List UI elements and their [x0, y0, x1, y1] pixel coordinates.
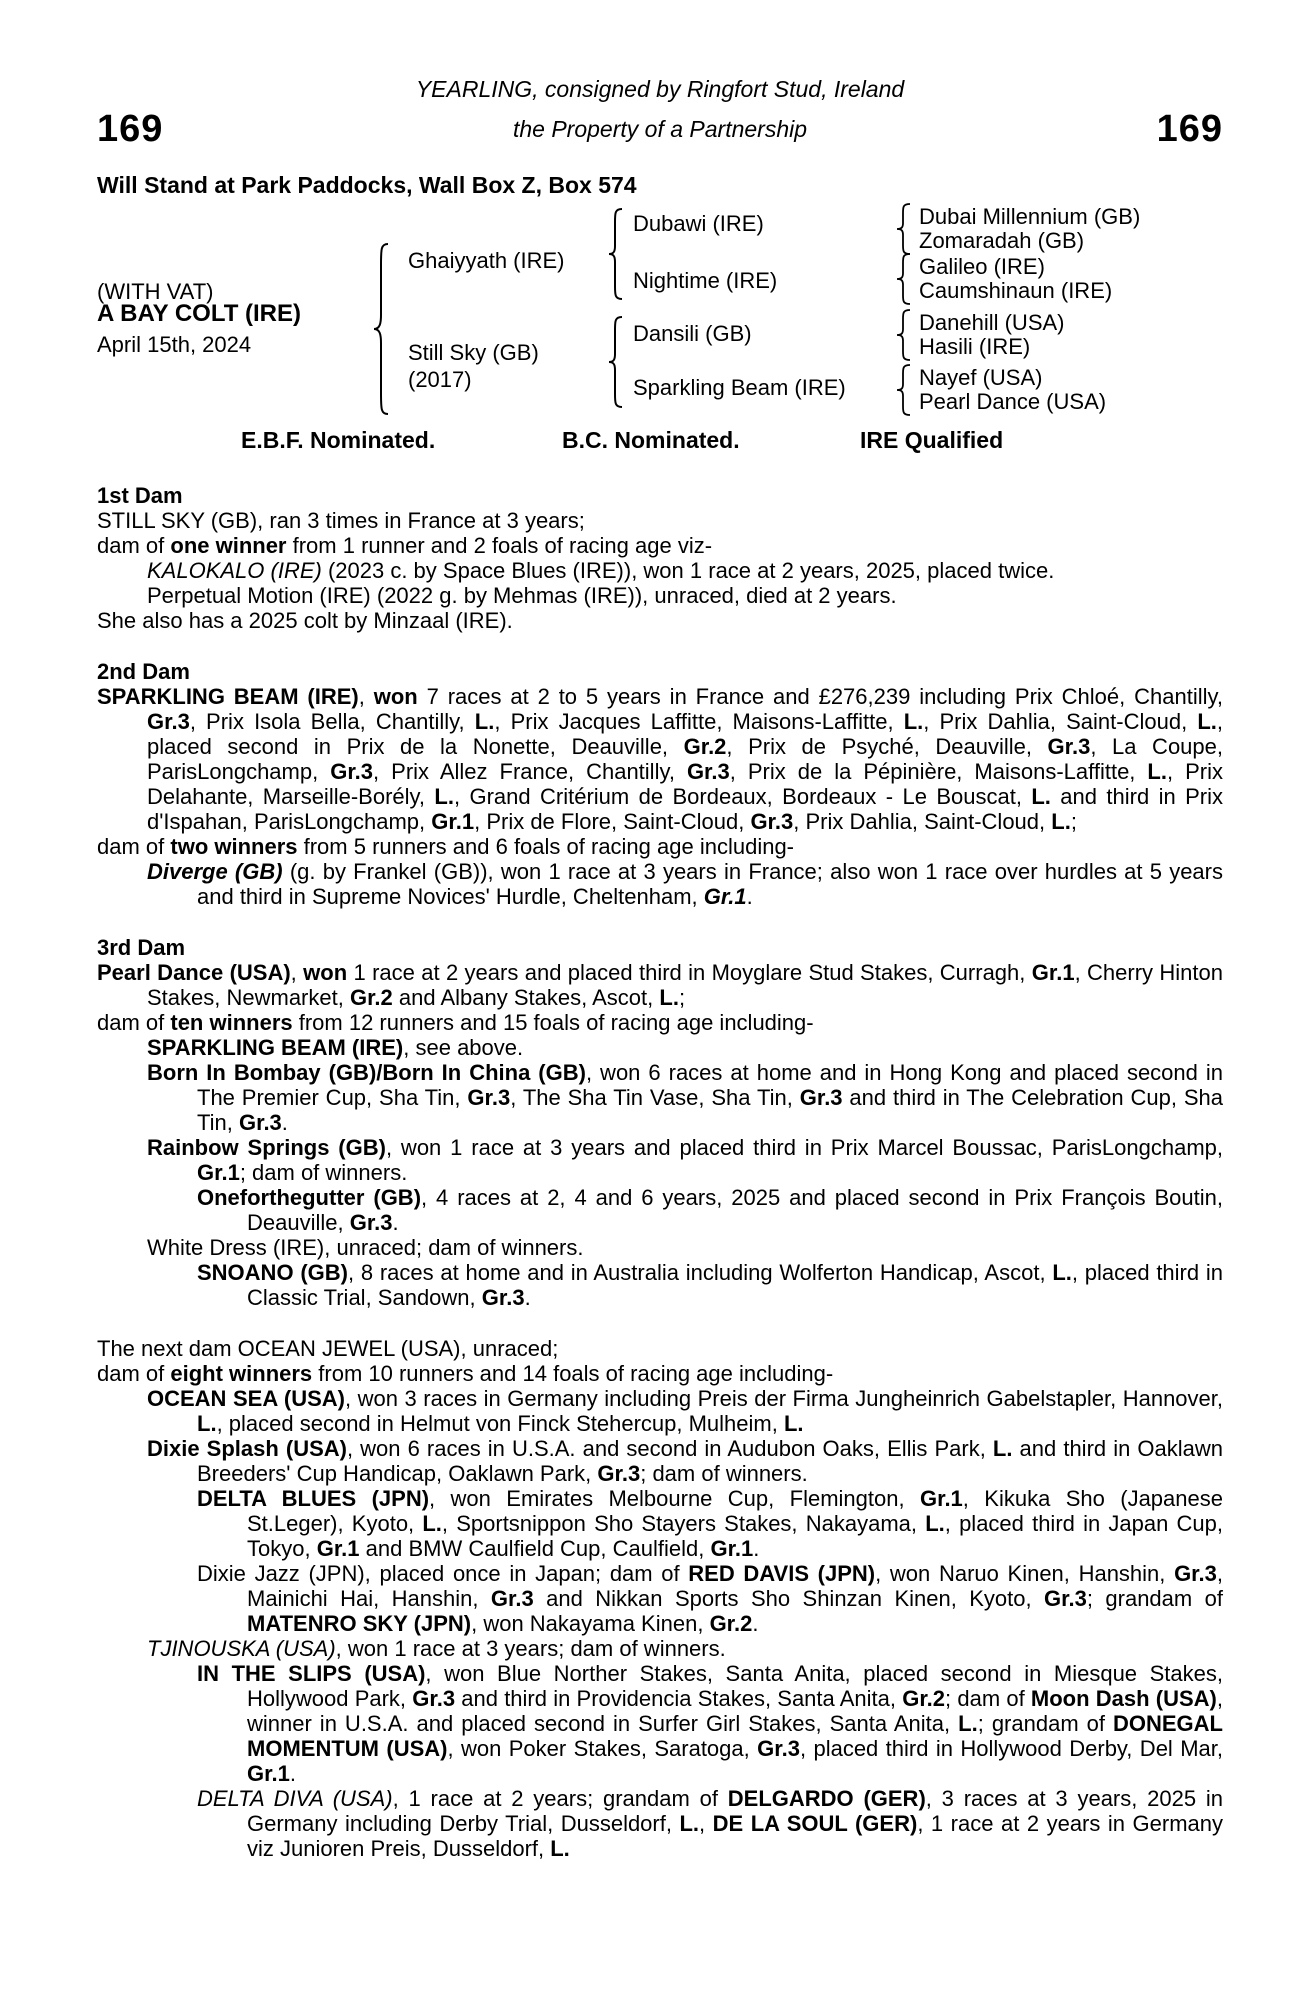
text-segment: L. — [422, 1511, 442, 1536]
pedigree-paragraph — [97, 859, 1223, 909]
text-segment: , placed second in Helmut von Finck Stehercup, Mulheim, — [216, 1411, 784, 1436]
text-segment: , Mainichi Hai, Hanshin, — [247, 1561, 1223, 1611]
pedigree-brace-gen1 — [373, 243, 391, 415]
text-segment: Dixie Jazz (JPN), placed once in Japan; dam of — [197, 1561, 689, 1586]
pedigree-paragraph — [97, 1561, 1223, 1636]
text-segment: ; grandam of — [1086, 1586, 1223, 1611]
text-segment: ; dam of winners. — [640, 1461, 808, 1486]
text-segment: Dixie Splash (USA) — [147, 1436, 347, 1461]
text-segment: Gr.3 — [349, 1210, 393, 1235]
text-segment: (g. by Frankel (GB)), won 1 race at 3 years in France; also won 1 race over hurdles at 5 years and third in Supreme Novices' Hurdle, Cheltenham, — [197, 859, 1223, 909]
pedigree-paragraph — [97, 1336, 1223, 1361]
text-segment: , won Poker Stakes, Saratoga, — [447, 1736, 758, 1761]
text-segment: Gr.3 — [757, 1736, 800, 1761]
dam-heading: 2nd Dam — [97, 659, 190, 684]
pedigree-gen3-name: Caumshinaun (IRE) — [919, 278, 1113, 303]
pedigree-paragraph — [97, 558, 1223, 583]
text-segment: Gr.3 — [481, 1285, 525, 1310]
text-segment: Gr.3 — [1047, 734, 1091, 759]
property-line: the Property of a Partnership — [512, 116, 808, 142]
pedigree-paragraph — [97, 1235, 1223, 1260]
text-segment: , won 1 race at 3 years; dam of winners. — [335, 1636, 726, 1661]
text-segment: , placed third in Classic Trial, Sandown, — [247, 1260, 1223, 1310]
pedigree-brace-gen2 — [608, 316, 624, 408]
pedigree-gen3-name: Danehill (USA) — [919, 310, 1065, 335]
pedigree-brace-gen3 — [896, 309, 912, 361]
text-segment: ; grandam of — [977, 1711, 1113, 1736]
text-segment: , Prix Jacques Laffitte, Maisons-Laffitte, — [494, 709, 904, 734]
text-segment: Perpetual Motion (IRE) (2022 g. by Mehmas (IRE)), unraced, died at 2 years. — [147, 583, 897, 608]
vat-note: (WITH VAT) — [97, 279, 214, 304]
text-segment: , Prix de Flore, Saint-Cloud, — [474, 809, 751, 834]
pedigree-paragraph — [97, 1661, 1223, 1786]
text-segment: L. — [1031, 784, 1051, 809]
text-segment: L. — [1197, 709, 1217, 734]
pedigree-brace-gen3 — [896, 253, 912, 305]
text-segment: and third in The Celebration Cup, Sha Tin, — [197, 1085, 1223, 1135]
text-segment: 1 race at 2 years and placed third in Moyglare Stud Stakes, Curragh, — [347, 960, 1032, 985]
text-segment: Gr.3 — [686, 759, 730, 784]
pedigree-gen3-name: Nayef (USA) — [919, 365, 1043, 390]
text-segment: Gr.3 — [1044, 1586, 1087, 1611]
text-segment: Gr.3 — [597, 1461, 641, 1486]
text-segment: , won 3 races in Germany including Preis der Firma Jungheinrich Gabelstapler, Hannover, — [345, 1386, 1223, 1411]
text-segment: Gr.3 — [750, 809, 794, 834]
text-segment: SNOANO (GB) — [197, 1260, 348, 1285]
text-segment: , won Naruo Kinen, Hanshin, — [875, 1561, 1175, 1586]
pedigree-paragraph — [97, 1060, 1223, 1135]
text-segment: Gr.3 — [330, 759, 374, 784]
pedigree-gen3-name: Zomaradah (GB) — [919, 228, 1085, 253]
text-segment: KALOKALO (IRE) — [147, 558, 322, 583]
pedigree-paragraph — [97, 1135, 1223, 1185]
text-segment: Born In Bombay (GB)/Born In China (GB) — [147, 1060, 586, 1085]
text-segment: , — [358, 684, 374, 709]
text-segment: L. — [925, 1511, 945, 1536]
pedigree-gen3-name: Dubai Millennium (GB) — [919, 204, 1141, 229]
text-segment: Gr.1 — [197, 1160, 240, 1185]
text-segment: Gr.1 — [919, 1486, 963, 1511]
text-segment: from 1 runner and 2 foals of racing age viz- — [286, 533, 713, 558]
text-segment: , Prix de la Pépinière, Maisons-Laffitte, — [729, 759, 1148, 784]
text-segment: White Dress (IRE), unraced; dam of winners. — [147, 1235, 584, 1260]
text-segment: ; — [1070, 809, 1077, 834]
text-segment: , The Sha Tin Vase, Sha Tin, — [510, 1085, 800, 1110]
text-segment: one winner — [170, 533, 287, 558]
dam-heading: 1st Dam — [97, 483, 183, 508]
text-segment: Gr.3 — [412, 1686, 456, 1711]
text-segment: ; — [678, 985, 686, 1010]
text-segment: DELTA BLUES (JPN) — [197, 1486, 430, 1511]
text-segment: Gr.3 — [490, 1586, 534, 1611]
text-segment: ; dam of winners. — [239, 1160, 408, 1185]
text-segment: , see above. — [403, 1035, 524, 1060]
text-segment: won — [373, 684, 418, 709]
text-segment: Gr.1 — [710, 1536, 754, 1561]
text-segment: Gr.3 — [467, 1085, 511, 1110]
text-segment: OCEAN SEA (USA) — [147, 1386, 346, 1411]
text-segment: , Prix Dahlia, Saint-Cloud, — [793, 809, 1052, 834]
text-segment: , Prix Delahante, Marseille-Borély, — [147, 759, 1223, 809]
text-segment: from 5 runners and 6 foals of racing age including- — [297, 834, 795, 859]
text-segment: , Prix de Psyché, Deauville, — [726, 734, 1048, 759]
text-segment: , Prix Dahlia, Saint-Cloud, — [923, 709, 1198, 734]
text-segment: , Cherry Hinton Stakes, Newmarket, — [147, 960, 1223, 1010]
text-segment: Gr.3 — [147, 709, 190, 734]
text-segment: L. — [992, 1436, 1013, 1461]
dam-heading: 3rd Dam — [97, 935, 186, 960]
text-segment: from 12 runners and 15 foals of racing age including- — [292, 1010, 814, 1035]
text-segment: (2023 c. by Space Blues (IRE)), won 1 race at 2 years, 2025, placed twice. — [321, 558, 1055, 583]
pedigree-paragraph — [97, 1386, 1223, 1436]
text-segment: Gr.3 — [1174, 1561, 1217, 1586]
text-segment: L. — [659, 985, 679, 1010]
text-segment: , 3 races at 3 years, 2025 in Germany including Derby Trial, Dusseldorf, — [247, 1786, 1224, 1836]
text-segment: MATENRO SKY (JPN) — [247, 1611, 472, 1636]
text-segment: L. — [783, 1411, 804, 1436]
text-segment: and Albany Stakes, Ascot, — [392, 985, 660, 1010]
text-segment: dam of — [97, 1361, 171, 1386]
text-segment: L. — [197, 1411, 217, 1436]
pedigree-gen2-name: Sparkling Beam (IRE) — [633, 375, 846, 400]
text-segment: She also has a 2025 colt by Minzaal (IRE). — [97, 608, 513, 633]
consignor-line: YEARLING, consigned by Ringfort Stud, Ireland — [415, 76, 905, 102]
pedigree-paragraph — [97, 684, 1223, 834]
text-segment: Gr.1 — [703, 884, 747, 909]
text-segment: . — [746, 884, 753, 909]
text-segment: Rainbow Springs (GB) — [147, 1135, 386, 1160]
text-segment: Gr.2 — [349, 985, 393, 1010]
text-segment: , won 6 races at home and in Hong Kong and placed second in The Premier Cup, Sha Tin, — [197, 1060, 1223, 1110]
pedigree-dam: Still Sky (GB) — [408, 340, 539, 365]
text-segment: The next dam OCEAN JEWEL (USA), unraced; — [97, 1336, 559, 1361]
pedigree-paragraph — [97, 1636, 1223, 1661]
stand-location-line: Will Stand at Park Paddocks, Wall Box Z, Box 574 — [97, 172, 637, 198]
text-segment: , 1 race at 2 years in Germany viz Junioren Preis, Dusseldorf, — [247, 1811, 1223, 1861]
text-segment: Gr.2 — [902, 1686, 946, 1711]
text-segment: , won 1 race at 3 years and placed third in Prix Marcel Boussac, ParisLongchamp, — [385, 1135, 1223, 1160]
pedigree-table — [97, 200, 1223, 453]
text-segment: DELTA DIVA (USA) — [197, 1786, 393, 1811]
dam-section — [97, 1336, 1223, 1861]
text-segment: , 8 races at home and in Australia including Wolferton Handicap, Ascot, — [347, 1260, 1053, 1285]
text-segment: two winners — [170, 834, 298, 859]
text-segment: L. — [1051, 809, 1071, 834]
text-segment: Gr.3 — [238, 1110, 282, 1135]
text-segment: L. — [903, 709, 924, 734]
text-segment: 7 races at 2 to 5 years in France and £276,239 including Prix Chloé, Chantilly, — [417, 684, 1223, 709]
text-segment: Oneforthegutter (GB) — [197, 1185, 422, 1210]
text-segment: , Kikuka Sho (Japanese St.Leger), Kyoto, — [247, 1486, 1223, 1536]
text-segment: and third in Oaklawn Breeders' Cup Handicap, Oaklawn Park, — [197, 1436, 1223, 1486]
text-segment: Gr.1 — [247, 1761, 290, 1786]
text-segment: , won Emirates Melbourne Cup, Flemington, — [429, 1486, 920, 1511]
text-segment: , won Nakayama Kinen, — [471, 1611, 710, 1636]
pedigree-dam-year: (2017) — [408, 367, 472, 392]
text-segment: RED DAVIS (JPN) — [688, 1561, 876, 1586]
pedigree-paragraph — [97, 1010, 1223, 1035]
horse-name: A BAY COLT (IRE) — [97, 300, 302, 327]
text-segment: and third in Providencia Stakes, Santa Anita, — [455, 1686, 903, 1711]
text-segment: , Prix Allez France, Chantilly, — [373, 759, 687, 784]
pedigree-brace-gen3 — [896, 364, 912, 416]
pedigree-brace-gen2 — [608, 208, 624, 300]
text-segment: won — [303, 960, 348, 985]
text-segment: DE LA SOUL (GER) — [712, 1811, 918, 1836]
pedigree-paragraph — [97, 834, 1223, 859]
lot-number-right: 169 — [1156, 108, 1223, 150]
nomination-label: IRE Qualified — [860, 427, 1004, 453]
pedigree-paragraph — [97, 1486, 1223, 1561]
text-segment: , won Blue Norther Stakes, Santa Anita, placed second in Miesque Stakes, Hollywood Park, — [247, 1661, 1223, 1711]
text-segment: dam of — [97, 834, 171, 859]
text-segment: , Prix Isola Bella, Chantilly, — [189, 709, 475, 734]
dam-section — [97, 659, 1223, 909]
text-segment: , Sportsnippon Sho Stayers Stakes, Nakayama, — [441, 1511, 926, 1536]
text-segment: L. — [550, 1836, 570, 1861]
text-segment: , placed second in Prix de la Nonette, Deauville, — [147, 709, 1224, 759]
text-segment: DELGARDO (GER) — [727, 1786, 926, 1811]
text-segment: , — [290, 960, 304, 985]
text-segment: Gr.2 — [709, 1611, 753, 1636]
text-segment: L. — [434, 784, 454, 809]
pedigree-paragraph — [97, 508, 1223, 533]
text-segment: Diverge (GB) — [147, 859, 283, 884]
text-segment: DONEGAL MOMENTUM (USA) — [247, 1711, 1223, 1761]
pedigree-brace-gen3 — [896, 203, 912, 255]
text-segment: eight winners — [170, 1361, 313, 1386]
pedigree-gen3-name: Galileo (IRE) — [919, 254, 1045, 279]
text-segment: Gr.1 — [316, 1536, 360, 1561]
pedigree-gen2-name: Nightime (IRE) — [633, 268, 778, 293]
text-segment: L. — [679, 1811, 700, 1836]
text-segment: , placed third in Japan Cup, Tokyo, — [247, 1511, 1223, 1561]
text-segment: Pearl Dance (USA) — [97, 960, 291, 985]
text-segment: . — [289, 1761, 296, 1786]
lot-number-left: 169 — [97, 108, 164, 150]
pedigree-paragraph — [97, 608, 1223, 633]
text-segment: L. — [1147, 759, 1167, 784]
text-segment: Gr.3 — [799, 1085, 843, 1110]
text-segment: IN THE SLIPS (USA) — [197, 1661, 426, 1686]
pedigree-sire: Ghaiyyath (IRE) — [408, 248, 565, 273]
text-segment: , winner in U.S.A. and placed second in Surfer Girl Stakes, Santa Anita, — [247, 1686, 1224, 1736]
dam-section — [97, 483, 1223, 633]
pedigree-paragraph — [97, 583, 1223, 608]
text-segment: , 4 races at 2, 4 and 6 years, 2025 and placed second in Prix François Boutin, Deauville, — [247, 1185, 1223, 1235]
text-segment: Gr.1 — [431, 809, 475, 834]
text-segment: dam of — [97, 533, 171, 558]
pedigree-paragraph — [97, 1436, 1223, 1486]
text-segment: SPARKLING BEAM (IRE) — [97, 684, 359, 709]
text-segment: L. — [958, 1711, 978, 1736]
nomination-label: B.C. Nominated. — [562, 427, 740, 453]
text-segment: ten winners — [170, 1010, 293, 1035]
pedigree-gen3-name: Pearl Dance (USA) — [919, 389, 1107, 414]
text-segment: , placed third in Hollywood Derby, Del Mar, — [799, 1736, 1223, 1761]
text-segment: , 1 race at 2 years; grandam of — [392, 1786, 728, 1811]
pedigree-gen2-name: Dansili (GB) — [633, 321, 752, 346]
text-segment: Gr.1 — [1031, 960, 1075, 985]
pedigree-paragraph — [97, 1786, 1223, 1861]
text-segment: and third in Prix d'Ispahan, ParisLongchamp, — [147, 784, 1223, 834]
pedigree-paragraph — [97, 1361, 1223, 1386]
pedigree-gen3-name: Hasili (IRE) — [919, 334, 1031, 359]
text-segment: L. — [1052, 1260, 1072, 1285]
dam-section — [97, 935, 1223, 1310]
text-segment: dam of — [97, 1010, 171, 1035]
text-segment: . — [752, 1611, 759, 1636]
text-segment: and BMW Caulfield Cup, Caulfield, — [359, 1536, 711, 1561]
pedigree-paragraph — [97, 1260, 1223, 1310]
pedigree-paragraph — [97, 1185, 1223, 1235]
text-segment: ; dam of — [945, 1686, 1031, 1711]
text-segment: . — [392, 1210, 399, 1235]
text-segment: Gr.2 — [683, 734, 727, 759]
pedigree-paragraph — [97, 960, 1223, 1010]
text-segment: TJINOUSKA (USA) — [147, 1636, 336, 1661]
lot-header-row — [97, 106, 1223, 152]
nomination-label: E.B.F. Nominated. — [241, 427, 436, 453]
text-segment: and Nikkan Sports Sho Shinzan Kinen, Kyoto, — [533, 1586, 1045, 1611]
text-segment: SPARKLING BEAM (IRE) — [147, 1035, 404, 1060]
pedigree-gen2-name: Dubawi (IRE) — [633, 211, 764, 236]
dam-sections — [97, 483, 1223, 1861]
text-segment: from 10 runners and 14 foals of racing age including- — [312, 1361, 834, 1386]
text-segment: . — [753, 1536, 760, 1561]
text-segment: STILL SKY (GB), ran 3 times in France at 3 years; — [97, 508, 585, 533]
text-segment: . — [281, 1110, 288, 1135]
pedigree-paragraph — [97, 1035, 1223, 1060]
text-segment: . — [524, 1285, 531, 1310]
foal-date: April 15th, 2024 — [97, 332, 252, 357]
text-segment: , won 6 races in U.S.A. and second in Audubon Oaks, Ellis Park, — [346, 1436, 993, 1461]
text-segment: L. — [474, 709, 495, 734]
text-segment: Moon Dash (USA) — [1030, 1686, 1217, 1711]
text-segment: , — [699, 1811, 713, 1836]
text-segment: , La Coupe, ParisLongchamp, — [147, 734, 1223, 784]
text-segment: , Grand Critérium de Bordeaux, Bordeaux - Le Bouscat, — [453, 784, 1032, 809]
pedigree-paragraph — [97, 533, 1223, 558]
